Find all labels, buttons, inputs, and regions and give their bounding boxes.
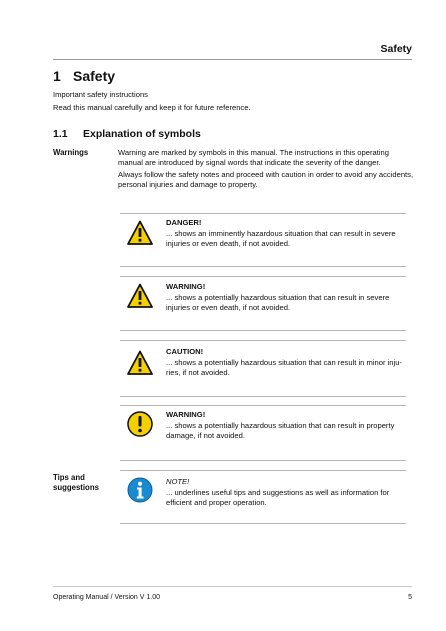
warnings-paragraph-2: Always follow the safety notes and proceed with caution in order to avoid any accidents, personal injuries and damage to property.: [118, 170, 414, 189]
intro-line-2: Read this manual carefully and keep it for future reference.: [53, 103, 251, 112]
notice-text: ... shows a potentially hazardous situation that can result in severe injuries or even death, if not avoided.: [166, 293, 390, 312]
tips-side-label-line-1: Tips and: [53, 473, 85, 482]
notice-rule-bottom: [120, 460, 406, 461]
notice-rule-top: [120, 470, 406, 471]
notice-text: ... shows a potentially hazardous situation that can result in property damage, if not avoided.: [166, 421, 395, 440]
intro-line-1: Important safety instructions: [53, 90, 148, 99]
notice-danger: [166, 218, 402, 249]
notice-title: WARNING!: [166, 410, 206, 419]
tips-side-label: [53, 473, 99, 493]
warnings-paragraph-1: Warning are marked by symbols in this manual. The instructions in this operating manual are introduced by signal words that indicate the severity of the danger.: [118, 148, 389, 167]
notice-rule-bottom: [120, 523, 406, 524]
notice-title: CAUTION!: [166, 347, 204, 356]
notice-rule-top: [120, 213, 406, 214]
warnings-side-label: Warnings: [53, 148, 89, 157]
notice-title: WARNING!: [166, 282, 206, 291]
notice-property-warning: [166, 410, 402, 441]
warning-triangle-icon: [127, 220, 153, 246]
notice-title: NOTE!: [166, 477, 190, 486]
notice-rule-top: [120, 340, 406, 341]
notice-caution: [166, 347, 402, 378]
tips-side-label-line-2: suggestions: [53, 483, 99, 492]
notice-rule-top: [120, 405, 406, 406]
footer-version: Operating Manual / Version V 1.00: [53, 594, 161, 601]
section-number: 1.1: [53, 128, 68, 140]
notice-rule-top: [120, 276, 406, 277]
info-circle-icon: [127, 477, 153, 503]
section-title: Explanation of symbols: [83, 128, 201, 140]
header-rule: [53, 59, 412, 60]
notice-rule-bottom: [120, 330, 406, 331]
page-number: 5: [408, 594, 412, 601]
notice-rule-bottom: [120, 396, 406, 397]
warning-triangle-icon: [127, 350, 153, 376]
exclamation-circle-icon: [127, 411, 153, 437]
chapter-number: 1: [53, 68, 61, 84]
warning-triangle-icon: [127, 283, 153, 309]
notice-text: ... shows an imminently hazardous situation that can result in severe injuries or even death, if not avoided.: [166, 229, 396, 248]
section-heading: [53, 128, 201, 140]
chapter-title: Safety: [73, 68, 116, 84]
notice-note: [166, 477, 402, 508]
footer-rule: [53, 586, 412, 587]
notice-rule-bottom: [120, 266, 406, 267]
chapter-heading: [53, 68, 115, 84]
notice-text: ... shows a potentially hazardous situation that can result in minor inju-ries, if not avoided.: [166, 358, 402, 377]
notice-text: ... underlines useful tips and suggestions as well as information for efficient and proper operation.: [166, 488, 390, 507]
notice-title: DANGER!: [166, 218, 202, 227]
running-header: Safety: [380, 43, 412, 55]
notice-warning: [166, 282, 402, 313]
